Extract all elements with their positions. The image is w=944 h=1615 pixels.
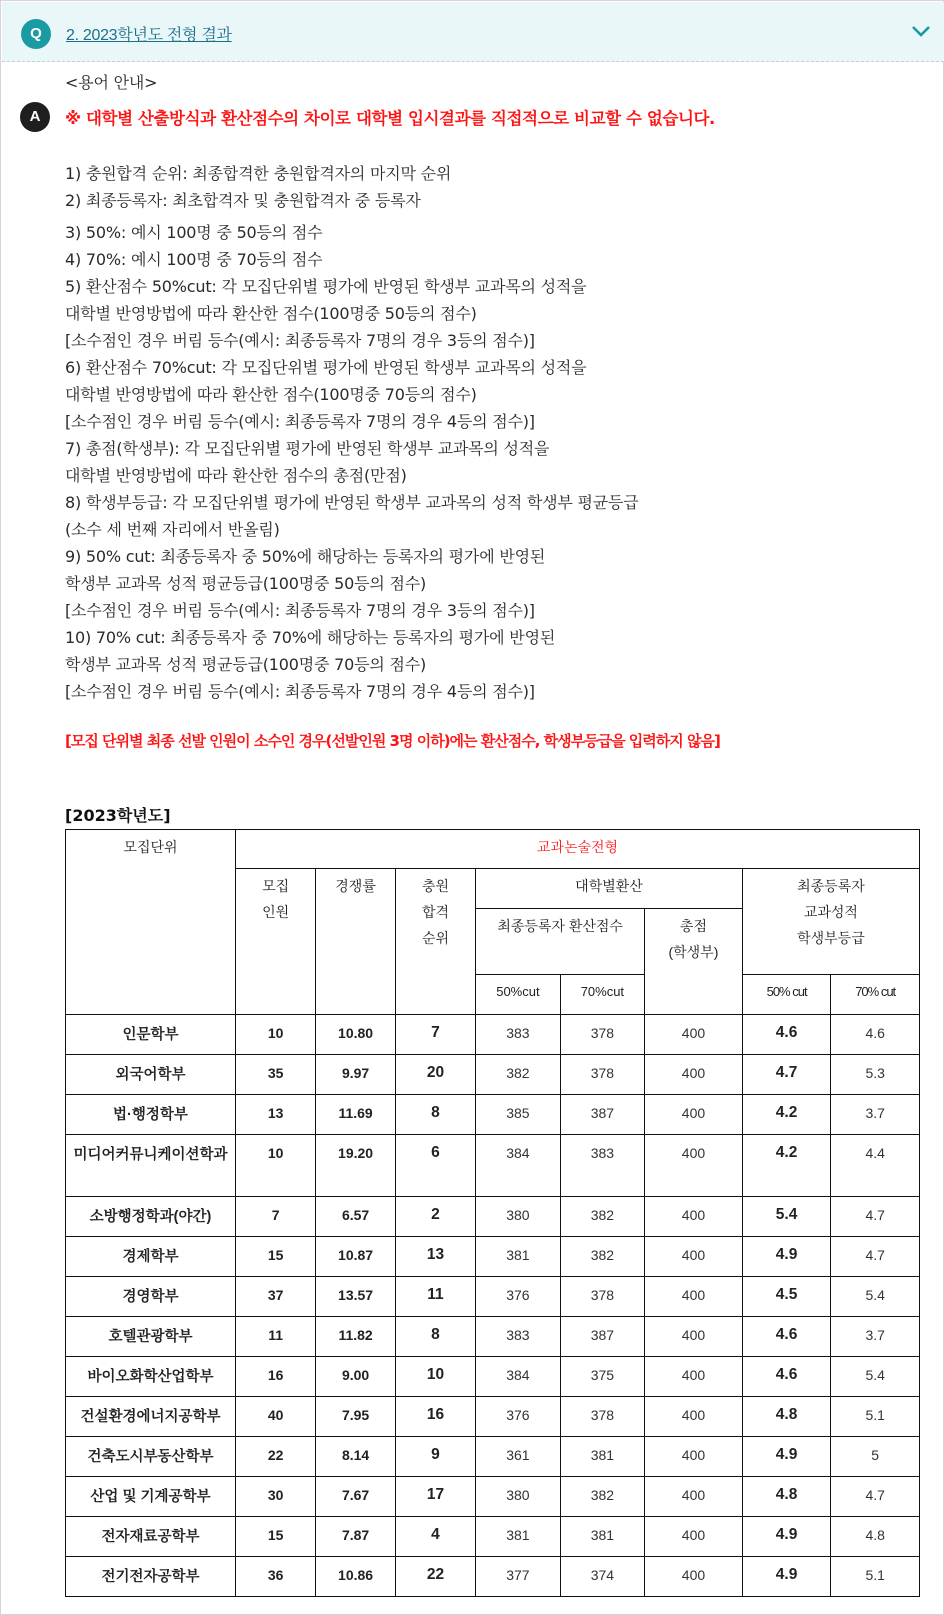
table-row <box>66 1015 920 1055</box>
header-final-score: 최종등록자 환산점수 <box>476 909 645 975</box>
waitlist-rank-cell: 22 <box>395 1557 475 1597</box>
table-row <box>66 1135 920 1197</box>
term-line: 10) 70% cut: 최종등록자 중 70%에 해당하는 등록자의 평가에 반영된 <box>65 628 556 647</box>
table-row <box>66 1397 920 1437</box>
term-line: 대학별 반영방법에 따라 환산한 점수의 총점(만점) <box>65 466 407 485</box>
admission-results-table <box>65 829 920 1597</box>
total-cell: 400 <box>645 1055 743 1095</box>
waitlist-rank-cell: 4 <box>395 1517 475 1557</box>
grade-50-cell: 4.6 <box>742 1357 831 1397</box>
quota-cell: 15 <box>235 1237 315 1277</box>
grade-70-cell: 5.4 <box>831 1277 920 1317</box>
total-cell: 400 <box>645 1135 743 1197</box>
competition-cell: 10.80 <box>316 1015 395 1055</box>
competition-cell: 10.86 <box>316 1557 395 1597</box>
score-70-cell: 378 <box>560 1055 644 1095</box>
grade-50-cell: 4.8 <box>742 1477 831 1517</box>
total-cell: 400 <box>645 1437 743 1477</box>
unit-cell: 산업 및 기계공학부 <box>66 1477 236 1517</box>
grade-70-cell: 5 <box>831 1437 920 1477</box>
term-line: (소수 세 번째 자리에서 반올림) <box>65 520 280 539</box>
grade-70-cell: 3.7 <box>831 1095 920 1135</box>
waitlist-rank-cell: 10 <box>395 1357 475 1397</box>
score-70-cell: 387 <box>560 1095 644 1135</box>
term-line: [소수점인 경우 버림 등수(예시: 최종등록자 7명의 경우 3등의 점수)] <box>65 601 535 620</box>
table-row <box>66 1277 920 1317</box>
competition-cell: 13.57 <box>316 1277 395 1317</box>
unit-cell: 건축도시부동산학부 <box>66 1437 236 1477</box>
term-line: 3) 50%: 예시 100명 중 50등의 점수 <box>65 223 323 242</box>
score-70-cell: 383 <box>560 1135 644 1197</box>
header-score-50: 50%cut <box>476 975 560 1015</box>
header-grade-50: 50% cut <box>742 975 831 1015</box>
grade-70-cell: 4.7 <box>831 1237 920 1277</box>
unit-cell: 법·행정학부 <box>66 1095 236 1135</box>
total-cell: 400 <box>645 1477 743 1517</box>
term-line: 1) 충원합격 순위: 최종합격한 충원합격자의 마지막 순위 <box>65 164 452 183</box>
score-70-cell: 378 <box>560 1397 644 1437</box>
quota-cell: 10 <box>235 1015 315 1055</box>
competition-cell: 6.57 <box>316 1197 395 1237</box>
comparison-warning: ※ 대학별 산출방식과 환산점수의 차이로 대학별 입시결과를 직접적으로 비교할 수 없습니다. <box>65 109 715 128</box>
competition-cell: 11.69 <box>316 1095 395 1135</box>
term-line: 7) 총점(학생부): 각 모집단위별 평가에 반영된 학생부 교과목의 성적을 <box>65 439 550 458</box>
grade-70-cell: 4.7 <box>831 1197 920 1237</box>
score-50-cell: 385 <box>476 1095 560 1135</box>
grade-70-cell: 4.8 <box>831 1517 920 1557</box>
grade-50-cell: 4.5 <box>742 1277 831 1317</box>
term-line: 4) 70%: 예시 100명 중 70등의 점수 <box>65 250 323 269</box>
unit-cell: 인문학부 <box>66 1015 236 1055</box>
quota-cell: 13 <box>235 1095 315 1135</box>
score-50-cell: 376 <box>476 1397 560 1437</box>
total-cell: 400 <box>645 1397 743 1437</box>
quota-cell: 15 <box>235 1517 315 1557</box>
waitlist-rank-cell: 11 <box>395 1277 475 1317</box>
unit-cell: 건설환경에너지공학부 <box>66 1397 236 1437</box>
grade-70-cell: 4.6 <box>831 1015 920 1055</box>
waitlist-rank-cell: 13 <box>395 1237 475 1277</box>
score-50-cell: 361 <box>476 1437 560 1477</box>
header-grade: 최종등록자 교과성적 학생부등급 <box>742 869 919 975</box>
unit-cell: 호텔관광학부 <box>66 1317 236 1357</box>
table-row <box>66 1517 920 1557</box>
score-50-cell: 377 <box>476 1557 560 1597</box>
score-50-cell: 380 <box>476 1197 560 1237</box>
grade-70-cell: 4.4 <box>831 1135 920 1197</box>
table-row <box>66 1237 920 1277</box>
score-70-cell: 387 <box>560 1317 644 1357</box>
total-cell: 400 <box>645 1517 743 1557</box>
total-cell: 400 <box>645 1357 743 1397</box>
grade-70-cell: 5.4 <box>831 1357 920 1397</box>
total-cell: 400 <box>645 1317 743 1357</box>
header-waitlist-rank: 충원 합격 순위 <box>395 869 475 1015</box>
grade-50-cell: 4.7 <box>742 1055 831 1095</box>
grade-50-cell: 4.6 <box>742 1015 831 1055</box>
terms-list <box>65 160 639 705</box>
grade-50-cell: 4.2 <box>742 1095 831 1135</box>
quota-cell: 16 <box>235 1357 315 1397</box>
competition-cell: 7.67 <box>316 1477 395 1517</box>
terms-intro: <용어 안내> <box>65 73 158 92</box>
header-unit: 모집단위 <box>66 830 236 1015</box>
grade-70-cell: 5.1 <box>831 1557 920 1597</box>
score-70-cell: 374 <box>560 1557 644 1597</box>
grade-70-cell: 3.7 <box>831 1317 920 1357</box>
score-70-cell: 381 <box>560 1437 644 1477</box>
unit-cell: 바이오화학산업학부 <box>66 1357 236 1397</box>
quota-cell: 35 <box>235 1055 315 1095</box>
unit-cell: 외국어학부 <box>66 1055 236 1095</box>
waitlist-rank-cell: 9 <box>395 1437 475 1477</box>
small-quota-note: [모집 단위별 최종 선발 인원이 소수인 경우(선발인원 3명 이하)에는 환산점수, 학생부등급을 입력하지 않음] <box>65 732 720 750</box>
waitlist-rank-cell: 17 <box>395 1477 475 1517</box>
year-title: [2023학년도] <box>65 806 171 825</box>
term-line: 학생부 교과목 성적 평균등급(100명중 70등의 점수) <box>65 655 427 674</box>
total-cell: 400 <box>645 1557 743 1597</box>
table-row <box>66 1357 920 1397</box>
table-row <box>66 1317 920 1357</box>
header-conversion: 대학별환산 <box>476 869 743 909</box>
header-grade-70: 70% cut <box>831 975 920 1015</box>
waitlist-rank-cell: 7 <box>395 1015 475 1055</box>
waitlist-rank-cell: 20 <box>395 1055 475 1095</box>
unit-cell: 경영학부 <box>66 1277 236 1317</box>
term-line: 대학별 반영방법에 따라 환산한 점수(100명중 70등의 점수) <box>65 385 477 404</box>
waitlist-rank-cell: 8 <box>395 1095 475 1135</box>
quota-cell: 7 <box>235 1197 315 1237</box>
header-total: 총점 (학생부) <box>645 909 743 1015</box>
competition-cell: 10.87 <box>316 1237 395 1277</box>
score-50-cell: 381 <box>476 1237 560 1277</box>
grade-50-cell: 4.9 <box>742 1237 831 1277</box>
table-row <box>66 1197 920 1237</box>
competition-cell: 9.97 <box>316 1055 395 1095</box>
grade-50-cell: 4.2 <box>742 1135 831 1197</box>
score-70-cell: 378 <box>560 1277 644 1317</box>
term-line: 6) 환산점수 70%cut: 각 모집단위별 평가에 반영된 학생부 교과목의 성적을 <box>65 358 587 377</box>
table-row <box>66 1477 920 1517</box>
quota-cell: 30 <box>235 1477 315 1517</box>
score-50-cell: 384 <box>476 1357 560 1397</box>
quota-cell: 37 <box>235 1277 315 1317</box>
chevron-down-icon[interactable] <box>911 24 931 38</box>
unit-cell: 소방행정학과(야간) <box>66 1197 236 1237</box>
table-row <box>66 1437 920 1477</box>
score-50-cell: 384 <box>476 1135 560 1197</box>
waitlist-rank-cell: 2 <box>395 1197 475 1237</box>
score-50-cell: 383 <box>476 1015 560 1055</box>
score-50-cell: 380 <box>476 1477 560 1517</box>
score-70-cell: 378 <box>560 1015 644 1055</box>
header-competition: 경쟁률 <box>316 869 395 1015</box>
answer-badge: A <box>20 102 50 132</box>
grade-50-cell: 4.9 <box>742 1437 831 1477</box>
table-row <box>66 1095 920 1135</box>
total-cell: 400 <box>645 1277 743 1317</box>
grade-70-cell: 5.1 <box>831 1397 920 1437</box>
score-50-cell: 381 <box>476 1517 560 1557</box>
total-cell: 400 <box>645 1197 743 1237</box>
grade-50-cell: 5.4 <box>742 1197 831 1237</box>
quota-cell: 10 <box>235 1135 315 1197</box>
term-line: 9) 50% cut: 최종등록자 중 50%에 해당하는 등록자의 평가에 반영된 <box>65 547 546 566</box>
header-quota: 모집 인원 <box>235 869 315 1015</box>
unit-cell: 미디어커뮤니케이션학과 <box>66 1135 236 1197</box>
score-70-cell: 375 <box>560 1357 644 1397</box>
score-70-cell: 382 <box>560 1477 644 1517</box>
table-row <box>66 1557 920 1597</box>
term-line: [소수점인 경우 버림 등수(예시: 최종등록자 7명의 경우 4등의 점수)] <box>65 682 535 701</box>
score-50-cell: 383 <box>476 1317 560 1357</box>
term-line: 학생부 교과목 성적 평균등급(100명중 50등의 점수) <box>65 574 427 593</box>
unit-cell: 경제학부 <box>66 1237 236 1277</box>
total-cell: 400 <box>645 1095 743 1135</box>
term-line: 대학별 반영방법에 따라 환산한 점수(100명중 50등의 점수) <box>65 304 477 323</box>
grade-70-cell: 5.3 <box>831 1055 920 1095</box>
unit-cell: 전자재료공학부 <box>66 1517 236 1557</box>
term-line: [소수점인 경우 버림 등수(예시: 최종등록자 7명의 경우 4등의 점수)] <box>65 412 535 431</box>
total-cell: 400 <box>645 1015 743 1055</box>
question-header[interactable] <box>2 2 944 62</box>
waitlist-rank-cell: 16 <box>395 1397 475 1437</box>
header-score-70: 70%cut <box>560 975 644 1015</box>
question-badge: Q <box>21 19 51 49</box>
grade-50-cell: 4.9 <box>742 1517 831 1557</box>
quota-cell: 11 <box>235 1317 315 1357</box>
quota-cell: 22 <box>235 1437 315 1477</box>
score-70-cell: 382 <box>560 1197 644 1237</box>
term-line: 2) 최종등록자: 최초합격자 및 충원합격자 중 등록자 <box>65 191 421 210</box>
waitlist-rank-cell: 8 <box>395 1317 475 1357</box>
competition-cell: 9.00 <box>316 1357 395 1397</box>
term-line: [소수점인 경우 버림 등수(예시: 최종등록자 7명의 경우 3등의 점수)] <box>65 331 535 350</box>
grade-70-cell: 4.7 <box>831 1477 920 1517</box>
competition-cell: 7.87 <box>316 1517 395 1557</box>
score-70-cell: 382 <box>560 1237 644 1277</box>
table-row <box>66 1055 920 1095</box>
grade-50-cell: 4.6 <box>742 1317 831 1357</box>
grade-50-cell: 4.8 <box>742 1397 831 1437</box>
total-cell: 400 <box>645 1237 743 1277</box>
quota-cell: 40 <box>235 1397 315 1437</box>
quota-cell: 36 <box>235 1557 315 1597</box>
question-title-link[interactable]: 2. 2023학년도 전형 결과 <box>66 27 232 44</box>
unit-cell: 전기전자공학부 <box>66 1557 236 1597</box>
competition-cell: 7.95 <box>316 1397 395 1437</box>
competition-cell: 11.82 <box>316 1317 395 1357</box>
score-70-cell: 381 <box>560 1517 644 1557</box>
term-line: 8) 학생부등급: 각 모집단위별 평가에 반영된 학생부 교과목의 성적 학생부 평균등급 <box>65 493 639 512</box>
score-50-cell: 376 <box>476 1277 560 1317</box>
term-line: 5) 환산점수 50%cut: 각 모집단위별 평가에 반영된 학생부 교과목의 성적을 <box>65 277 587 296</box>
waitlist-rank-cell: 6 <box>395 1135 475 1197</box>
competition-cell: 8.14 <box>316 1437 395 1477</box>
competition-cell: 19.20 <box>316 1135 395 1197</box>
header-track: 교과논술전형 <box>235 830 919 869</box>
score-50-cell: 382 <box>476 1055 560 1095</box>
grade-50-cell: 4.9 <box>742 1557 831 1597</box>
